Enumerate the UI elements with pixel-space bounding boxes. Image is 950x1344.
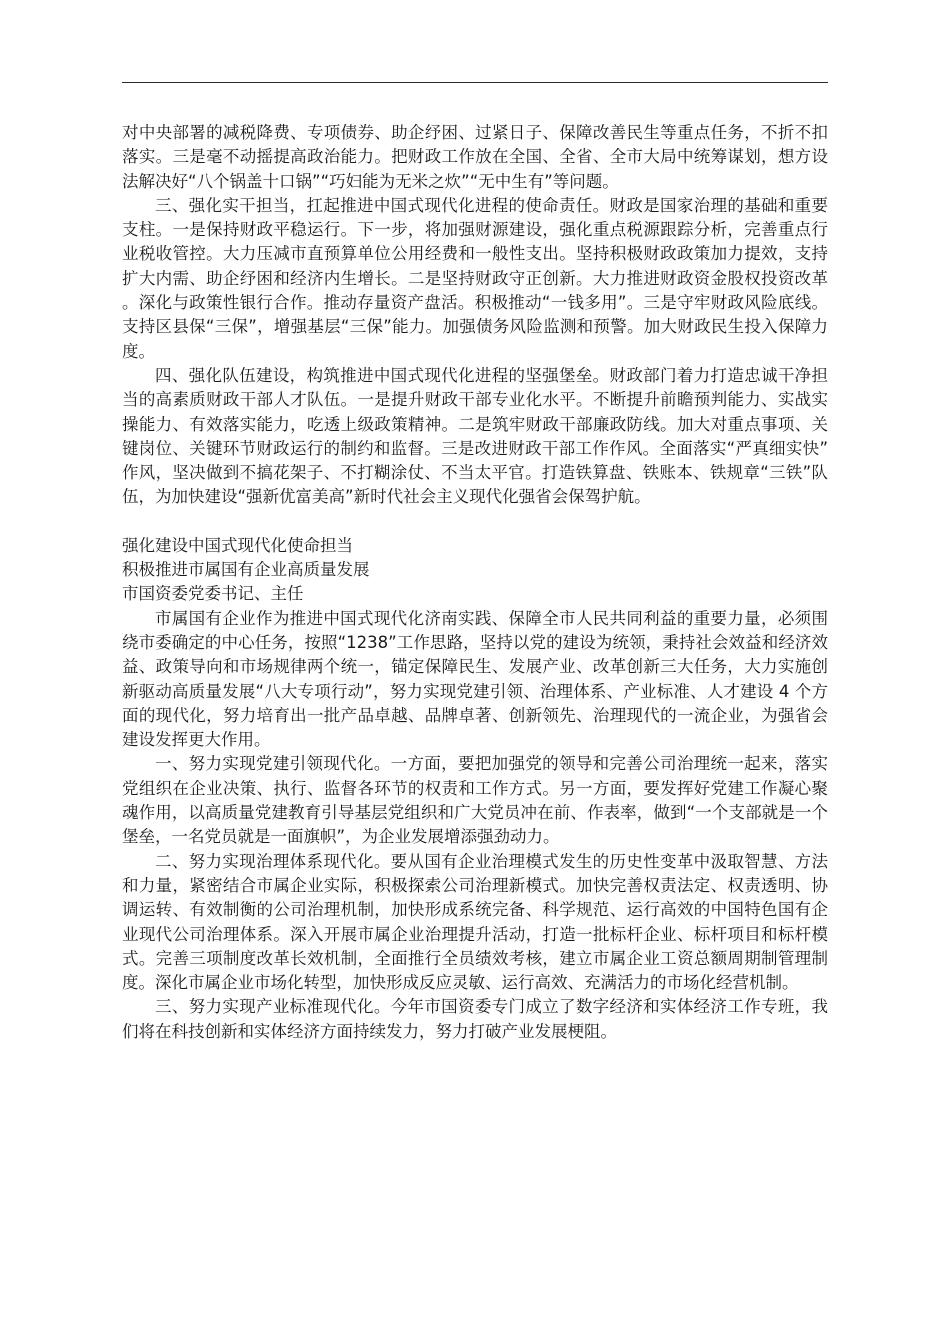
- header-rule: [122, 82, 828, 83]
- paragraph: 二、努力实现治理体系现代化。要从国有企业治理模式发生的历史性变革中汲取智慧、方法和力量，紧密结合市属企业实际，积极探索公司治理新模式。加快完善权责法定、权责透明、协调运转、有效制衡的公司治理机制，加快形成系统完备、科学规范、运行高效的中国特色国有企业现代公司治理体系。深入开展市属企业治理提升活动，打造一批标杆企业、标杆项目和标杆模式。完善三项制度改革长效机制，全面推行全员绩效考核，建立市属企业工资总额周期制管理制度。深化市属企业市场化转型，加快形成反应灵敏、运行高效、充满活力的市场化经营机制。: [122, 851, 828, 993]
- section-title-line2: 积极推进市属国有企业高质量发展: [122, 560, 370, 580]
- section-author: 市国资委党委书记、主任: [122, 584, 304, 604]
- paragraph: 对中央部署的减税降费、专项债券、助企纾困、过紧日子、保障改善民生等重点任务，不折不扣落实。三是毫不动摇提高政治能力。把财政工作放在全国、全省、全市大局中统筹谋划，想方设法解决好“八个锅盖十口锅”“巧妇能为无米之炊”“无中生有”等问题。: [122, 123, 828, 191]
- paragraph: 市属国有企业作为推进中国式现代化济南实践、保障全市人民共同利益的重要力量，必须围绕市委确定的中心任务，按照“1238”工作思路，坚持以党的建设为统领，秉持社会效益和经济效益、政策导向和市场规律两个统一，锚定保障民生、发展产业、改革创新三大任务，大力实施创新驱动高质量发展“八大专项行动”，努力实现党建引领、治理体系、产业标准、人才建设 4 个方面的现代化，努力培育出一批产品卓越、品牌卓著、创新领先、治理现代的一流企业，为强省会建设发挥更大作用。: [122, 608, 828, 750]
- section-gap: [122, 510, 828, 534]
- paragraph: 三、努力实现产业标准现代化。今年市国资委专门成立了数字经济和实体经济工作专班，我们将在科技创新和实体经济方面持续发力，努力打破产业发展梗阻。: [122, 997, 828, 1041]
- paragraph: 三、强化实干担当，扛起推进中国式现代化进程的使命责任。财政是国家治理的基础和重要支柱。一是保持财政平稳运行。下一步，将加强财源建设，强化重点税源跟踪分析，完善重点行业税收管控。大力压减市直预算单位公用经费和一般性支出。坚持积极财政政策加力提效，支持扩大内需、助企纾困和经济内生增长。二是坚持财政守正创新。大力推进财政资金股权投资改革。深化与政策性银行合作。推动存量资产盘活。积极推动“一钱多用”。三是守牢财政风险底线。支持区县保“三保”，增强基层“三保”能力。加强债务风险监测和预警。加大财政民生投入保障力度。: [122, 195, 828, 361]
- document-body: [122, 121, 828, 1044]
- paragraph: 一、努力实现党建引领现代化。一方面，要把加强党的领导和完善公司治理统一起来，落实党组织在企业决策、执行、监督各环节的权责和工作方式。另一方面，要发挥好党建工作凝心聚魂作用，以高质量党建教育引导基层党组织和广大党员冲在前、作表率，做到“一个支部就是一个堡垒，一名党员就是一面旗帜”，为企业发展增添强劲动力。: [122, 754, 828, 847]
- section-title-line1: 强化建设中国式现代化使命担当: [122, 535, 353, 555]
- paragraph: 四、强化队伍建设，构筑推进中国式现代化进程的坚强堡垒。财政部门着力打造忠诚干净担当的高素质财政干部人才队伍。一是提升财政干部专业化水平。不断提升前瞻预判能力、实战实操能力、有效落实能力，吃透上级政策精神。二是筑牢财政干部廉政防线。加大对重点事项、关键岗位、关键环节财政运行的制约和监督。三是改进财政干部工作作风。全面落实“严真细实快”作风，坚决做到不搞花架子、不打糊涂仗、不当太平官。打造铁算盘、铁账本、铁规章“三铁”队伍，为加快建设“强新优富美高”新时代社会主义现代化强省会保驾护航。: [122, 365, 828, 507]
